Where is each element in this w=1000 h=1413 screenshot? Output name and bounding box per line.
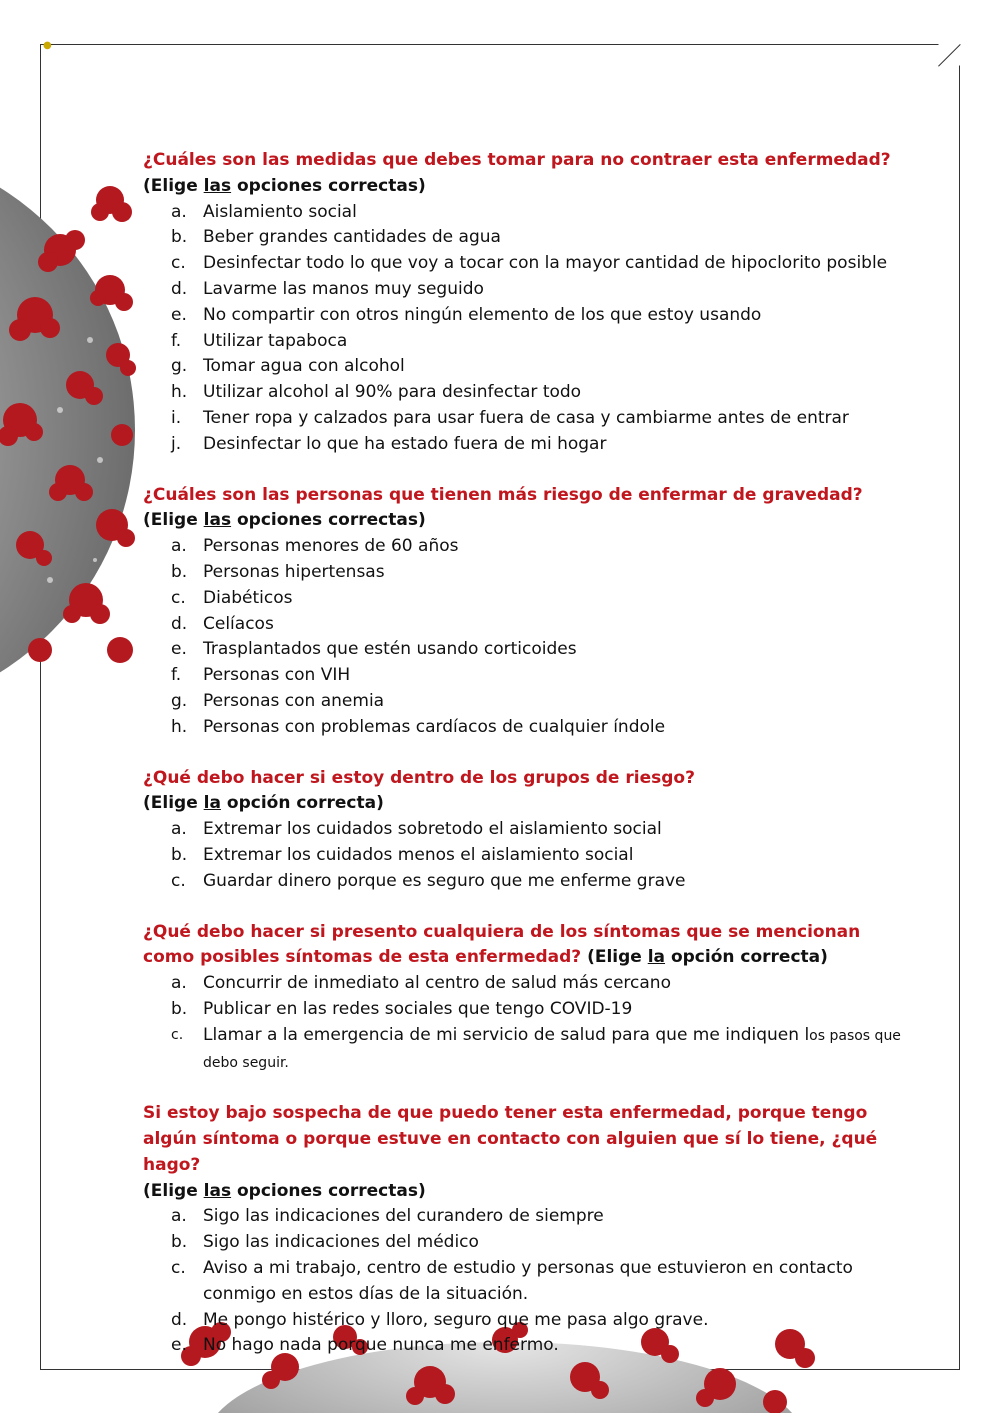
instruction-underlined: las: [203, 175, 232, 196]
option-item[interactable]: [143, 586, 903, 612]
instruction-post: opciones correctas): [231, 510, 426, 531]
option-item[interactable]: [143, 1204, 903, 1230]
question-title-with-instruction: [143, 920, 903, 972]
option-item[interactable]: [143, 560, 903, 586]
option-letter: c.: [171, 1026, 184, 1043]
option-letter: b.: [171, 1232, 188, 1253]
option-text: Extremar los cuidados menos el aislamiento social: [203, 844, 634, 865]
option-item[interactable]: [143, 843, 903, 869]
option-letter: h.: [171, 716, 188, 737]
option-text: Aviso a mi trabajo, centro de estudio y personas que estuvieron en contacto conmigo en estos días de la situación.: [203, 1258, 853, 1304]
option-letter: e.: [171, 1335, 187, 1356]
option-item[interactable]: [143, 1230, 903, 1256]
option-text: Diabéticos: [203, 587, 293, 608]
question-title: ¿Qué debo hacer si estoy dentro de los grupos de riesgo?: [143, 767, 695, 788]
question-instruction: [143, 174, 903, 200]
option-letter: d.: [171, 613, 188, 634]
option-item[interactable]: [143, 354, 903, 380]
coronavirus-illustration-left: [0, 180, 136, 680]
option-text: Lavarme las manos muy seguido: [203, 278, 484, 299]
option-letter: g.: [171, 356, 188, 377]
option-list: [143, 971, 903, 1076]
option-item[interactable]: [143, 329, 903, 355]
option-item[interactable]: [143, 689, 903, 715]
option-item[interactable]: [143, 1333, 903, 1359]
option-letter: f.: [171, 330, 182, 351]
question-instruction: [143, 791, 903, 817]
option-letter: d.: [171, 278, 188, 299]
option-letter: e.: [171, 639, 187, 660]
option-text: No compartir con otros ningún elemento de los que estoy usando: [203, 304, 762, 325]
option-item[interactable]: [143, 200, 903, 226]
option-letter: g.: [171, 690, 188, 711]
option-item[interactable]: [143, 225, 903, 251]
instruction-underlined: la: [203, 793, 221, 814]
option-text: Extremar los cuidados sobretodo el aislamiento social: [203, 819, 662, 840]
option-item[interactable]: [143, 380, 903, 406]
instruction-pre: (Elige: [587, 947, 648, 968]
option-item[interactable]: [143, 971, 903, 997]
question-title: ¿Cuáles son las medidas que debes tomar para no contraer esta enfermedad?: [143, 150, 891, 170]
question-block-3: [143, 766, 903, 895]
instruction-underlined: la: [647, 947, 666, 968]
option-letter: a.: [171, 1206, 187, 1227]
option-text-small: os pasos que debo seguir.: [203, 1027, 901, 1071]
option-text: Concurrir de inmediato al centro de salud más cercano: [203, 973, 671, 994]
question-title: ¿Cuáles son las personas que tienen más riesgo de enfermar de gravedad?: [143, 484, 863, 505]
option-text: Beber grandes cantidades de agua: [203, 227, 501, 248]
option-letter: h.: [171, 382, 188, 403]
option-letter: a.: [171, 201, 187, 222]
option-list: [143, 200, 903, 458]
option-letter: b.: [171, 998, 188, 1019]
option-text: Aislamiento social: [203, 201, 357, 222]
option-item[interactable]: [143, 612, 903, 638]
option-text: No hago nada porque nunca me enfermo.: [203, 1335, 559, 1356]
option-text: Utilizar alcohol al 90% para desinfectar todo: [203, 382, 582, 403]
option-text: Personas con VIH: [203, 665, 351, 686]
question-instruction: [143, 1179, 903, 1205]
instruction-post: opciones correctas): [231, 175, 426, 196]
option-text-main: Llamar a la emergencia de mi servicio de salud para que me indiquen l: [203, 1024, 810, 1045]
option-text: Tomar agua con alcohol: [203, 356, 405, 377]
option-text: Personas con anemia: [203, 690, 385, 711]
question-instruction: [143, 508, 903, 534]
option-item[interactable]: [143, 1256, 903, 1308]
option-item[interactable]: [143, 997, 903, 1023]
option-letter: b.: [171, 227, 188, 248]
question-title: ¿Qué debo hacer si presento cualquiera de los síntomas que se mencionan como posibles síntomas de esta enfermedad?: [143, 921, 861, 968]
option-list: [143, 1204, 903, 1359]
option-item[interactable]: [143, 817, 903, 843]
option-letter: c.: [171, 1258, 186, 1279]
option-letter: b.: [171, 844, 188, 865]
option-item[interactable]: [143, 869, 903, 895]
option-text: Publicar en las redes sociales que tengo COVID-19: [203, 998, 633, 1019]
option-list: [143, 534, 903, 740]
option-item[interactable]: [143, 1023, 903, 1077]
option-text: Utilizar tapaboca: [203, 330, 348, 351]
option-text: Tener ropa y calzados para usar fuera de casa y cambiarme antes de entrar: [203, 407, 849, 428]
option-letter: f.: [171, 665, 182, 686]
option-text: Personas menores de 60 años: [203, 536, 459, 557]
question-block-4: [143, 920, 903, 1077]
question-block-5: [143, 1101, 903, 1359]
option-item[interactable]: [143, 303, 903, 329]
option-item[interactable]: [143, 251, 903, 277]
option-letter: e.: [171, 304, 187, 325]
option-text: Desinfectar todo lo que voy a tocar con la mayor cantidad de hipoclorito posible: [203, 253, 888, 274]
option-letter: i.: [171, 407, 182, 428]
option-item[interactable]: [143, 406, 903, 432]
option-text: Personas con problemas cardíacos de cualquier índole: [203, 716, 666, 737]
question-instruction: [587, 947, 828, 967]
option-item[interactable]: [143, 663, 903, 689]
option-letter: c.: [171, 587, 186, 608]
option-text: Sigo las indicaciones del médico: [203, 1232, 479, 1253]
virus-left-svg: [0, 180, 136, 680]
instruction-post: opciones correctas): [231, 1180, 426, 1201]
option-text: Me pongo histérico y lloro, seguro que me pasa algo grave.: [203, 1309, 709, 1330]
option-letter: j.: [171, 433, 182, 454]
option-letter: a.: [171, 819, 187, 840]
option-item[interactable]: [143, 277, 903, 303]
option-letter: d.: [171, 1309, 188, 1330]
option-text: Trasplantados que estén usando corticoides: [203, 639, 577, 660]
instruction-pre: (Elige: [143, 510, 204, 531]
option-letter: a.: [171, 536, 187, 557]
option-item[interactable]: [143, 534, 903, 560]
option-text: Personas hipertensas: [203, 561, 385, 582]
worksheet-content: [143, 148, 903, 1359]
instruction-post: opción correcta): [220, 793, 384, 814]
option-letter: b.: [171, 561, 188, 582]
option-text: [203, 1023, 903, 1077]
instruction-pre: (Elige: [143, 793, 204, 814]
option-letter: c.: [171, 253, 186, 274]
question-title: Si estoy bajo sospecha de que puedo tener esta enfermedad, porque tengo algún síntoma o porque estuve en contacto con alguien que sí lo tiene, ¿qué hago?: [143, 1103, 878, 1175]
instruction-pre: (Elige: [143, 1180, 204, 1201]
instruction-underlined: las: [203, 1180, 232, 1201]
option-text: Desinfectar lo que ha estado fuera de mi hogar: [203, 433, 607, 454]
option-item[interactable]: [143, 1308, 903, 1334]
option-text: Sigo las indicaciones del curandero de siempre: [203, 1206, 604, 1227]
option-list: [143, 817, 903, 894]
instruction-underlined: las: [203, 510, 232, 531]
instruction-post: opción correcta): [665, 947, 828, 968]
option-letter: c.: [171, 870, 186, 891]
instruction-pre: (Elige: [143, 175, 204, 196]
pin-icon: ●: [43, 40, 52, 51]
option-item[interactable]: [143, 637, 903, 663]
option-text: Guardar dinero porque es seguro que me enferme grave: [203, 870, 686, 891]
question-block-1: [143, 148, 903, 458]
option-item[interactable]: [143, 432, 903, 458]
question-block-2: [143, 483, 903, 741]
option-text: Celíacos: [203, 613, 274, 634]
option-item[interactable]: [143, 715, 903, 741]
option-letter: a.: [171, 973, 187, 994]
